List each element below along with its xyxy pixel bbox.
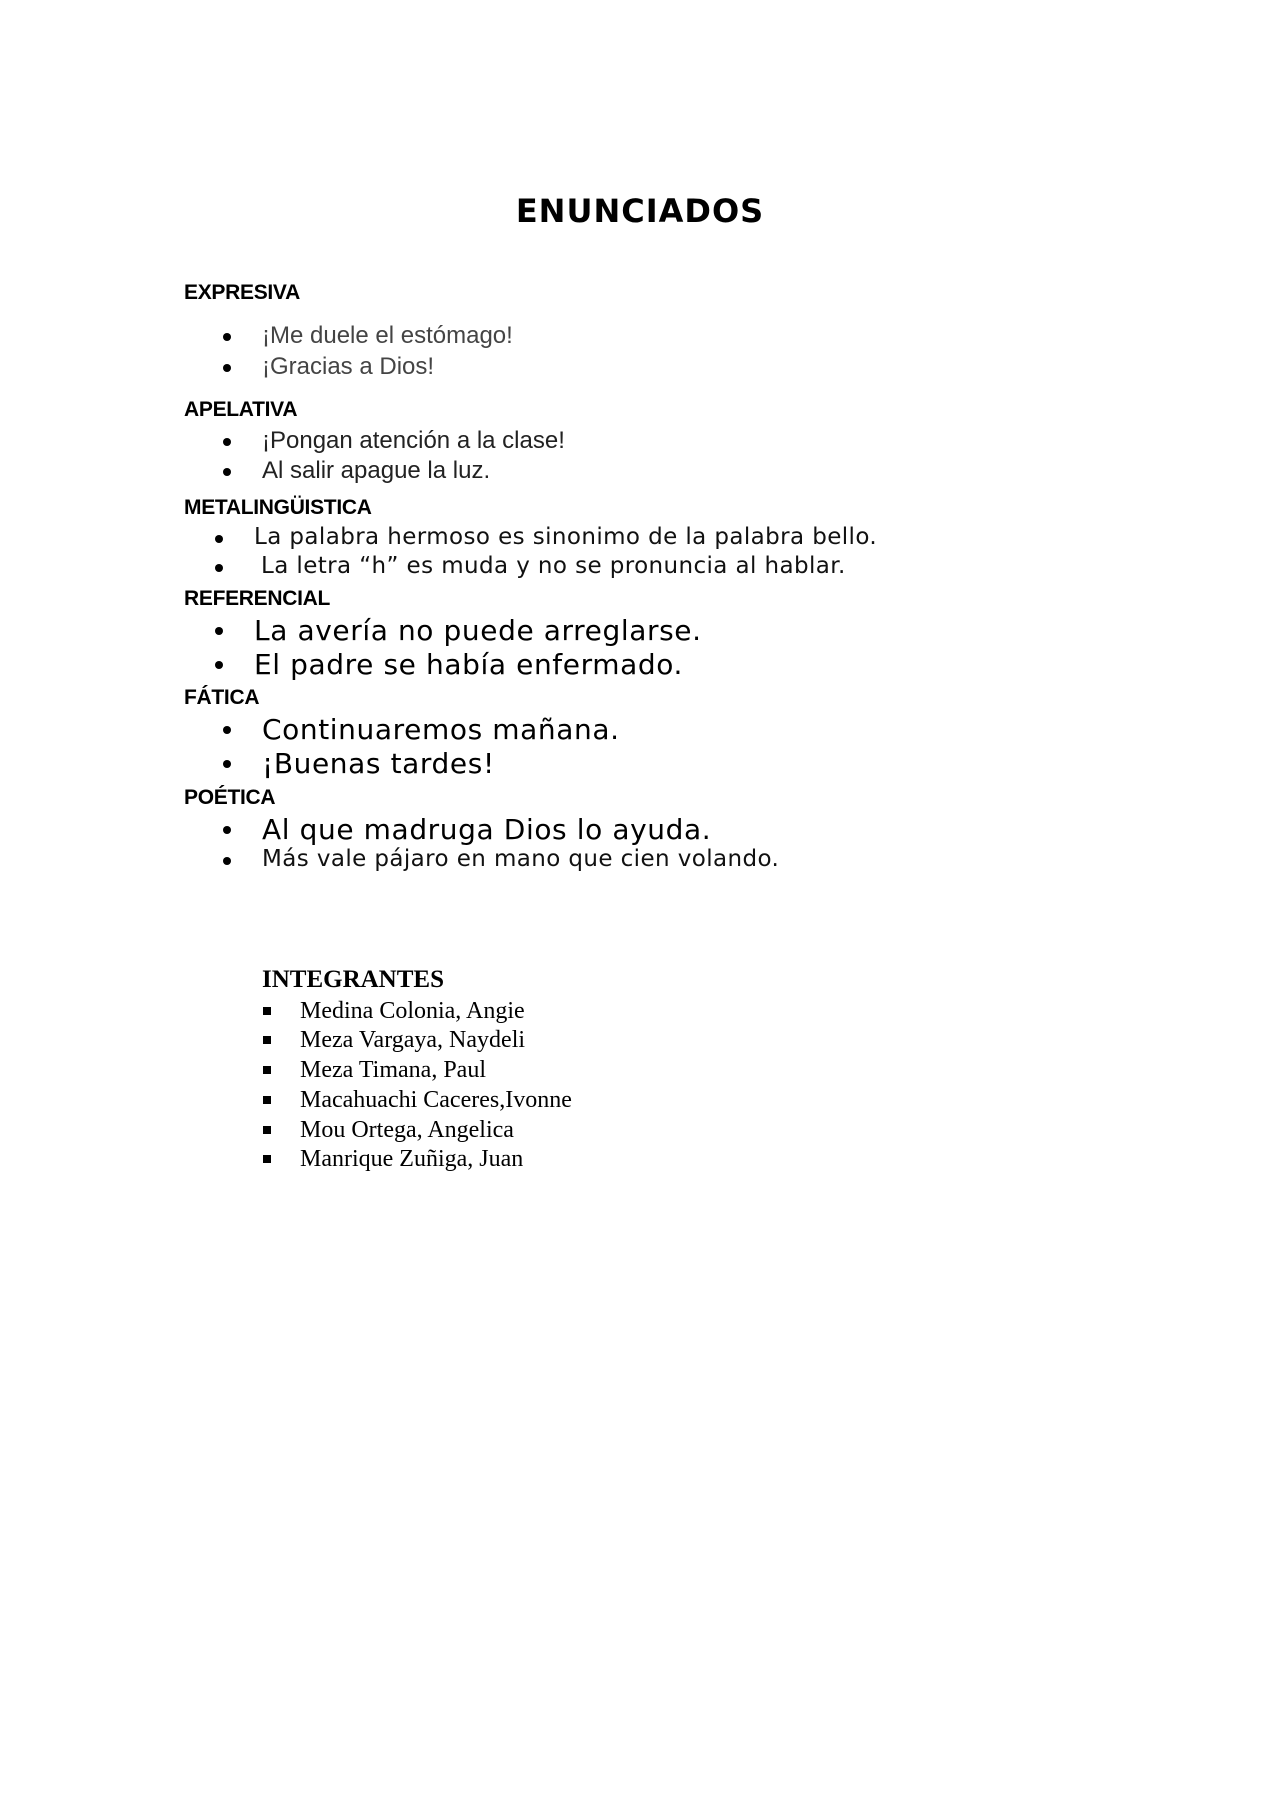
- bullet-icon: [223, 826, 231, 834]
- bullet-icon: [215, 535, 223, 543]
- list-item-text: ¡Pongan atención a la clase!: [262, 427, 565, 454]
- bullet-icon: [223, 857, 231, 865]
- bullet-icon: [215, 564, 223, 572]
- list-item-text: La palabra hermoso es sinonimo de la palabra bello.: [254, 524, 878, 550]
- square-bullet-icon: [263, 1126, 271, 1134]
- member-name: Manrique Zuñiga, Juan: [300, 1146, 524, 1172]
- list-item-text: Continuaremos mañana.: [262, 713, 620, 746]
- list-item-text: ¡Buenas tardes!: [262, 747, 495, 780]
- members-heading: INTEGRANTES: [262, 966, 444, 993]
- bullet-icon: [223, 726, 231, 734]
- bullet-icon: [223, 760, 231, 768]
- list-item-text: Al que madruga Dios lo ayuda.: [262, 813, 712, 846]
- member-name: Medina Colonia, Angie: [300, 998, 525, 1024]
- square-bullet-icon: [263, 1066, 271, 1074]
- section-heading-metalinguistica: METALINGÜISTICA: [184, 496, 372, 519]
- square-bullet-icon: [263, 1155, 271, 1163]
- square-bullet-icon: [263, 1036, 271, 1044]
- list-item-text: Más vale pájaro en mano que cien volando.: [262, 846, 780, 872]
- bullet-icon: [223, 333, 231, 341]
- bullet-icon: [223, 364, 231, 372]
- bullet-icon: [223, 438, 231, 446]
- member-name: Meza Timana, Paul: [300, 1057, 486, 1083]
- square-bullet-icon: [263, 1096, 271, 1104]
- list-item-text: ¡Gracias a Dios!: [262, 353, 435, 380]
- document-title: ENUNCIADOS: [515, 192, 765, 230]
- member-name: Mou Ortega, Angelica: [300, 1117, 514, 1143]
- section-heading-apelativa: APELATIVA: [184, 398, 298, 421]
- section-heading-poetica: POÉTICA: [184, 786, 276, 809]
- member-name: Meza Vargaya, Naydeli: [300, 1027, 526, 1053]
- member-name: Macahuachi Caceres,Ivonne: [300, 1087, 572, 1113]
- square-bullet-icon: [263, 1007, 271, 1015]
- list-item-text: La avería no puede arreglarse.: [254, 614, 702, 647]
- list-item-text: El padre se había enfermado.: [254, 648, 683, 681]
- bullet-icon: [215, 627, 223, 635]
- bullet-icon: [215, 661, 223, 669]
- list-item-text: ¡Me duele el estómago!: [262, 322, 513, 349]
- list-item-text: Al salir apague la luz.: [262, 457, 491, 484]
- list-item-text: La letra “h” es muda y no se pronuncia al hablar.: [261, 553, 846, 579]
- section-heading-fatica: FÁTICA: [184, 686, 260, 709]
- section-heading-expresiva: EXPRESIVA: [184, 281, 300, 304]
- section-heading-referencial: REFERENCIAL: [184, 587, 331, 610]
- bullet-icon: [223, 468, 231, 476]
